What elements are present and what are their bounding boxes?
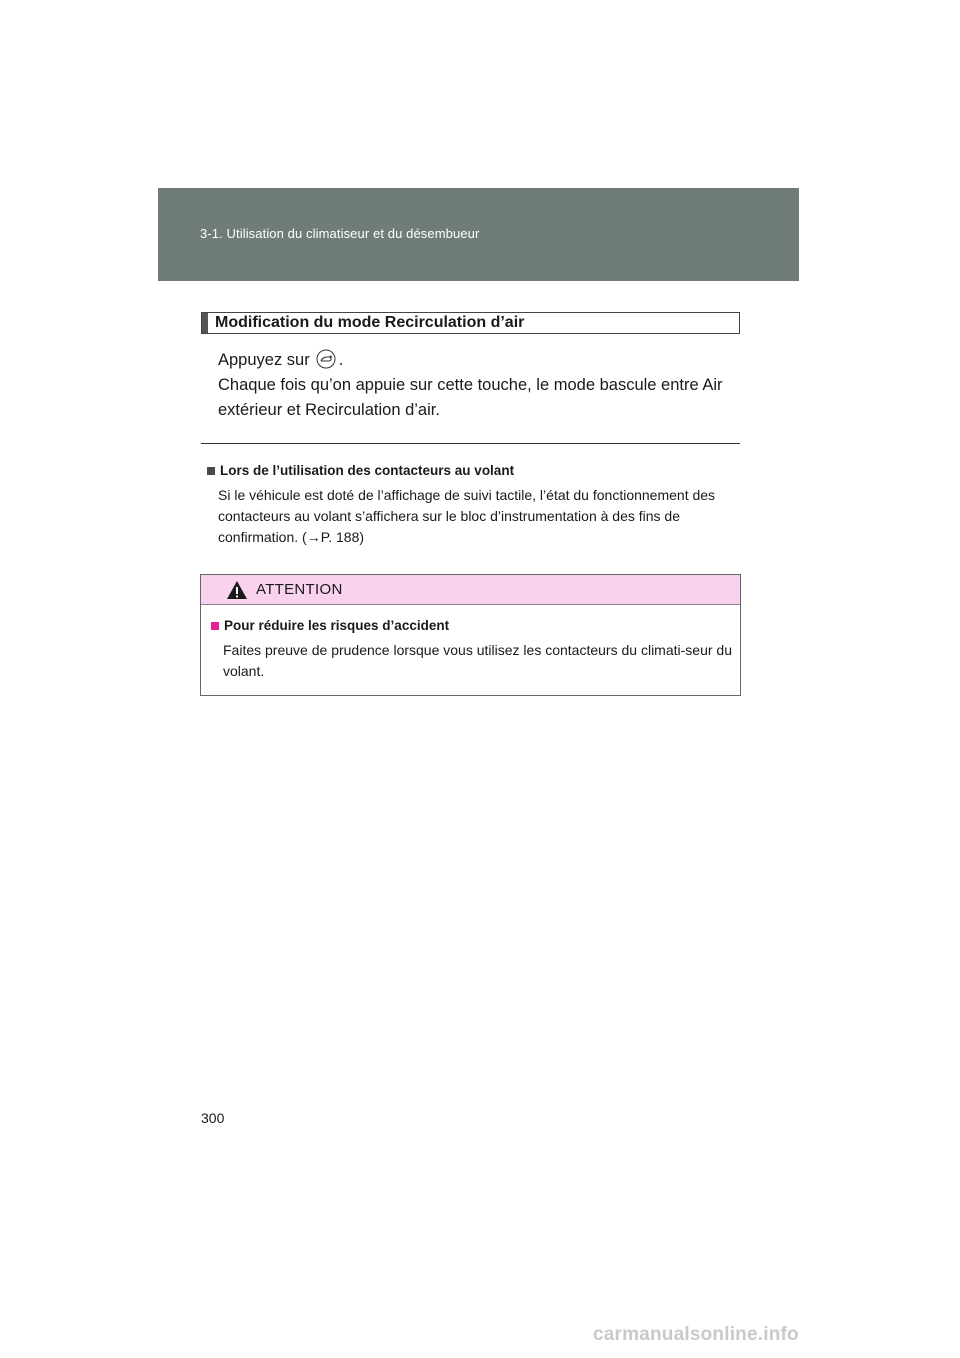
note-heading [207,463,514,478]
section-divider [201,443,740,444]
chapter-header-band [158,188,799,281]
note-body: Si le véhicule est doté de l’affichage de suivi tactile, l’état du fonctionnement des contacteurs au volant s’affichera sur le bloc d’instrumentation à des fins de confirmation. (→P. 188) [218,487,716,545]
note-heading-text: Lors de l’utilisation des contacteurs au volant [220,463,515,478]
watermark: carmanualsonline.info [593,1324,799,1345]
warning-header [201,575,740,605]
section-title-box [201,312,740,334]
warning-box [200,574,741,696]
chapter-title: 3-1. Utilisation du climatiseur et du désembueur [200,226,480,241]
warning-body: Faites preuve de prudence lorsque vous utilisez les contacteurs du climati-seur du volant. [223,642,732,679]
warning-subheading-text: Pour réduire les risques d’accident [224,618,450,633]
section-title: Modification du mode Recirculation d’air [215,314,525,331]
section-title-bar [202,313,208,333]
warning-subheading [211,618,449,633]
warning-triangle-icon [226,580,248,600]
press-instruction [218,349,743,371]
warning-bullet-icon [211,622,219,630]
press-suffix: . [338,351,344,369]
press-prefix: Appuyez sur [218,351,310,369]
mode-explanation: Chaque fois qu’on appuie sur cette touche, le mode bascule entre Air extérieur et Recirculation d’air. [218,376,723,419]
note-bullet-icon [207,467,215,475]
page-number: 300 [201,1110,225,1126]
warning-title: ATTENTION [256,581,343,598]
air-recirculation-icon [316,349,336,369]
